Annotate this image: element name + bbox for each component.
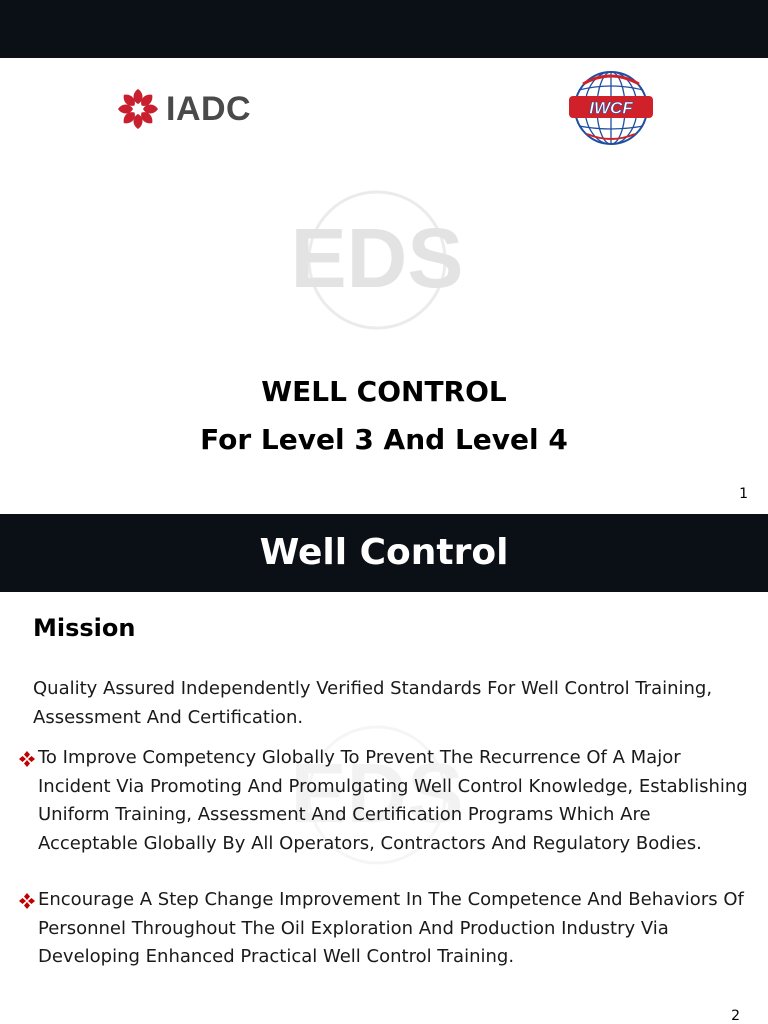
page-number-2: 2 bbox=[731, 1008, 740, 1024]
eds-watermark-text: EDS bbox=[290, 211, 464, 305]
slide-2-title: Well Control bbox=[259, 532, 509, 573]
title-block bbox=[0, 368, 768, 464]
diamond-bullet-icon bbox=[18, 892, 36, 910]
page-number-1: 1 bbox=[739, 486, 748, 502]
iadc-logo bbox=[116, 86, 251, 132]
bullet-text: To Improve Competency Globally To Prevent The Recurrence Of A Major Incident Via Promoting And Promulgating Well Control Knowledge, Establishing Uniform Training, Assessment And Certification Programs Which Are Acceptable Globally By All Operators, Contractors And Regulatory Bodies. bbox=[38, 747, 748, 854]
slide-title-line-2: For Level 3 And Level 4 bbox=[200, 423, 568, 456]
mission-intro-text: Quality Assured Independently Verified Standards For Well Control Training, Assessment And Certification. bbox=[33, 678, 713, 728]
slide-title-line-1: WELL CONTROL bbox=[261, 375, 507, 408]
eds-watermark-text-2: EDS bbox=[290, 746, 464, 840]
iadc-logo-text: IADC bbox=[166, 89, 252, 128]
iwcf-globe-logo bbox=[565, 68, 657, 148]
bullet-text: Encourage A Step Change Improvement In The Competence And Behaviors Of Personnel Throughout The Oil Exploration And Production Industry Via Developing Enhanced Practical Well Control Training. bbox=[38, 889, 744, 967]
diamond-bullet-icon bbox=[18, 750, 36, 768]
list-item bbox=[18, 744, 748, 858]
mission-bullet-list bbox=[18, 744, 748, 1000]
mission-heading: Mission bbox=[33, 614, 136, 642]
top-bar bbox=[0, 0, 768, 58]
iadc-emblem-icon bbox=[116, 87, 160, 131]
header-bar bbox=[0, 514, 768, 592]
iwcf-logo-text: IWCF bbox=[589, 98, 633, 118]
list-item bbox=[18, 886, 748, 972]
eds-watermark bbox=[262, 185, 492, 335]
